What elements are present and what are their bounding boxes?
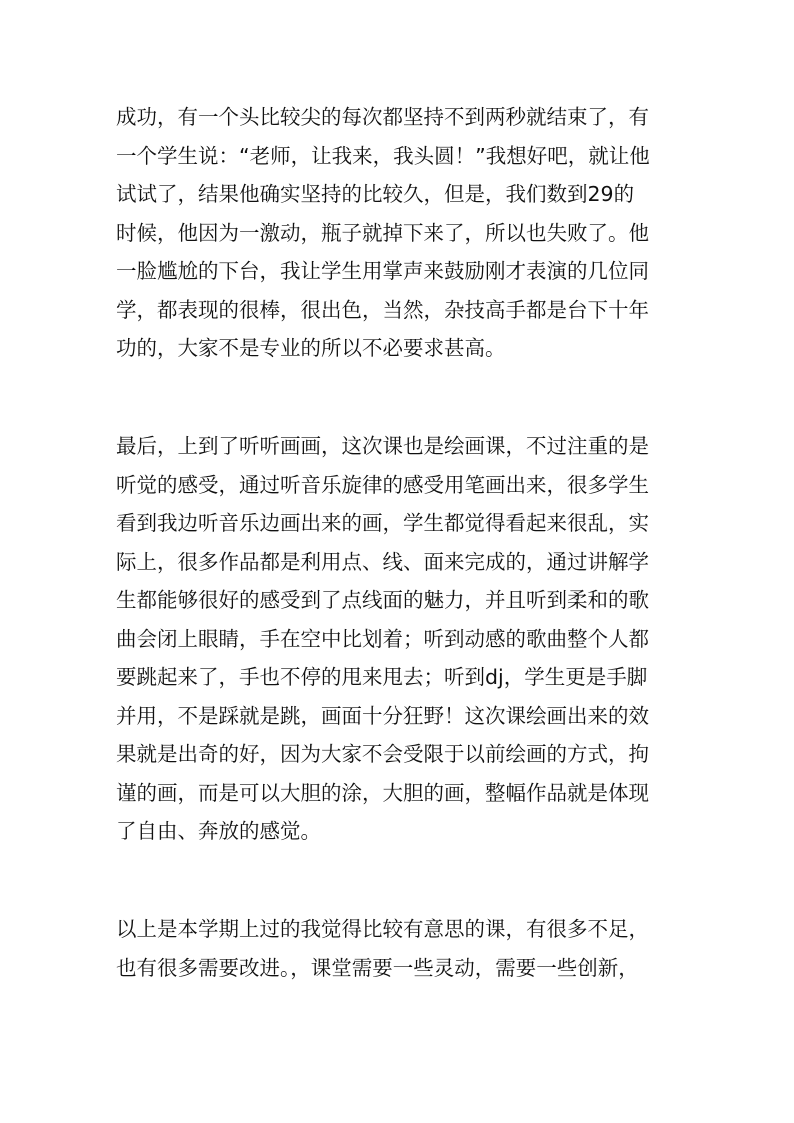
- text-line: 以上是本学期上过的我觉得比较有意思的课，有很多不足，: [116, 917, 649, 941]
- text-line: 一个学生说：“老师，让我来，我头圆！”我想好吧，就让他: [116, 143, 650, 168]
- text-line: 看到我边听音乐边画出来的画，学生都觉得看起来很乱，实: [116, 511, 649, 535]
- text-line: 听觉的感受，通过听音乐旋律的感受用笔画出来，很多学生: [116, 472, 649, 497]
- text-line: 果就是出奇的好，因为大家不会受限于以前绘画的方式，拘: [116, 742, 649, 766]
- text-line: 一脸尴尬的下台，我让学生用掌声来鼓励刚才表演的几位同: [116, 259, 649, 283]
- text-line: 要跳起来了，手也不停的甩来甩去；听到dj，学生更是手脚: [116, 665, 648, 689]
- text-line: 学，都表现的很棒，很出色，当然，杂技高手都是台下十年: [116, 297, 649, 322]
- text-line: 成功，有一个头比较尖的每次都坚持不到两秒就结束了，有: [116, 105, 649, 129]
- text-line: 也有很多需要改进。，课堂需要一些灵动，需要一些创新，: [116, 955, 639, 980]
- text-line: 功的，大家不是专业的所以不必要求甚高。: [116, 336, 506, 360]
- text-line: 际上，很多作品都是利用点、线、面来完成的，通过讲解学: [116, 549, 649, 574]
- text-line: 并用，不是踩就是跳，画面十分狂野！这次课绘画出来的效: [116, 703, 649, 728]
- paragraph-1: [116, 98, 650, 368]
- text-line: 最后，上到了听听画画，这次课也是绘画课，不过注重的是: [116, 434, 649, 458]
- text-line: 时候，他因为一激动，瓶子就掉下来了，所以也失败了。他: [116, 220, 649, 245]
- text-line: 试试了，结果他确实坚持的比较久，但是，我们数到29的: [116, 182, 635, 206]
- text-line: 曲会闭上眼睛，手在空中比划着；听到动感的歌曲整个人都: [116, 626, 649, 651]
- text-line: 了自由、奔放的感觉。: [116, 819, 321, 843]
- paragraph-3: [116, 910, 649, 987]
- paragraph-2: [116, 427, 649, 851]
- text-line: 谨的画，而是可以大胆的涂，大胆的画，整幅作品就是体现: [116, 780, 649, 805]
- text-line: 生都能够很好的感受到了点线面的魅力，并且听到柔和的歌: [116, 588, 649, 612]
